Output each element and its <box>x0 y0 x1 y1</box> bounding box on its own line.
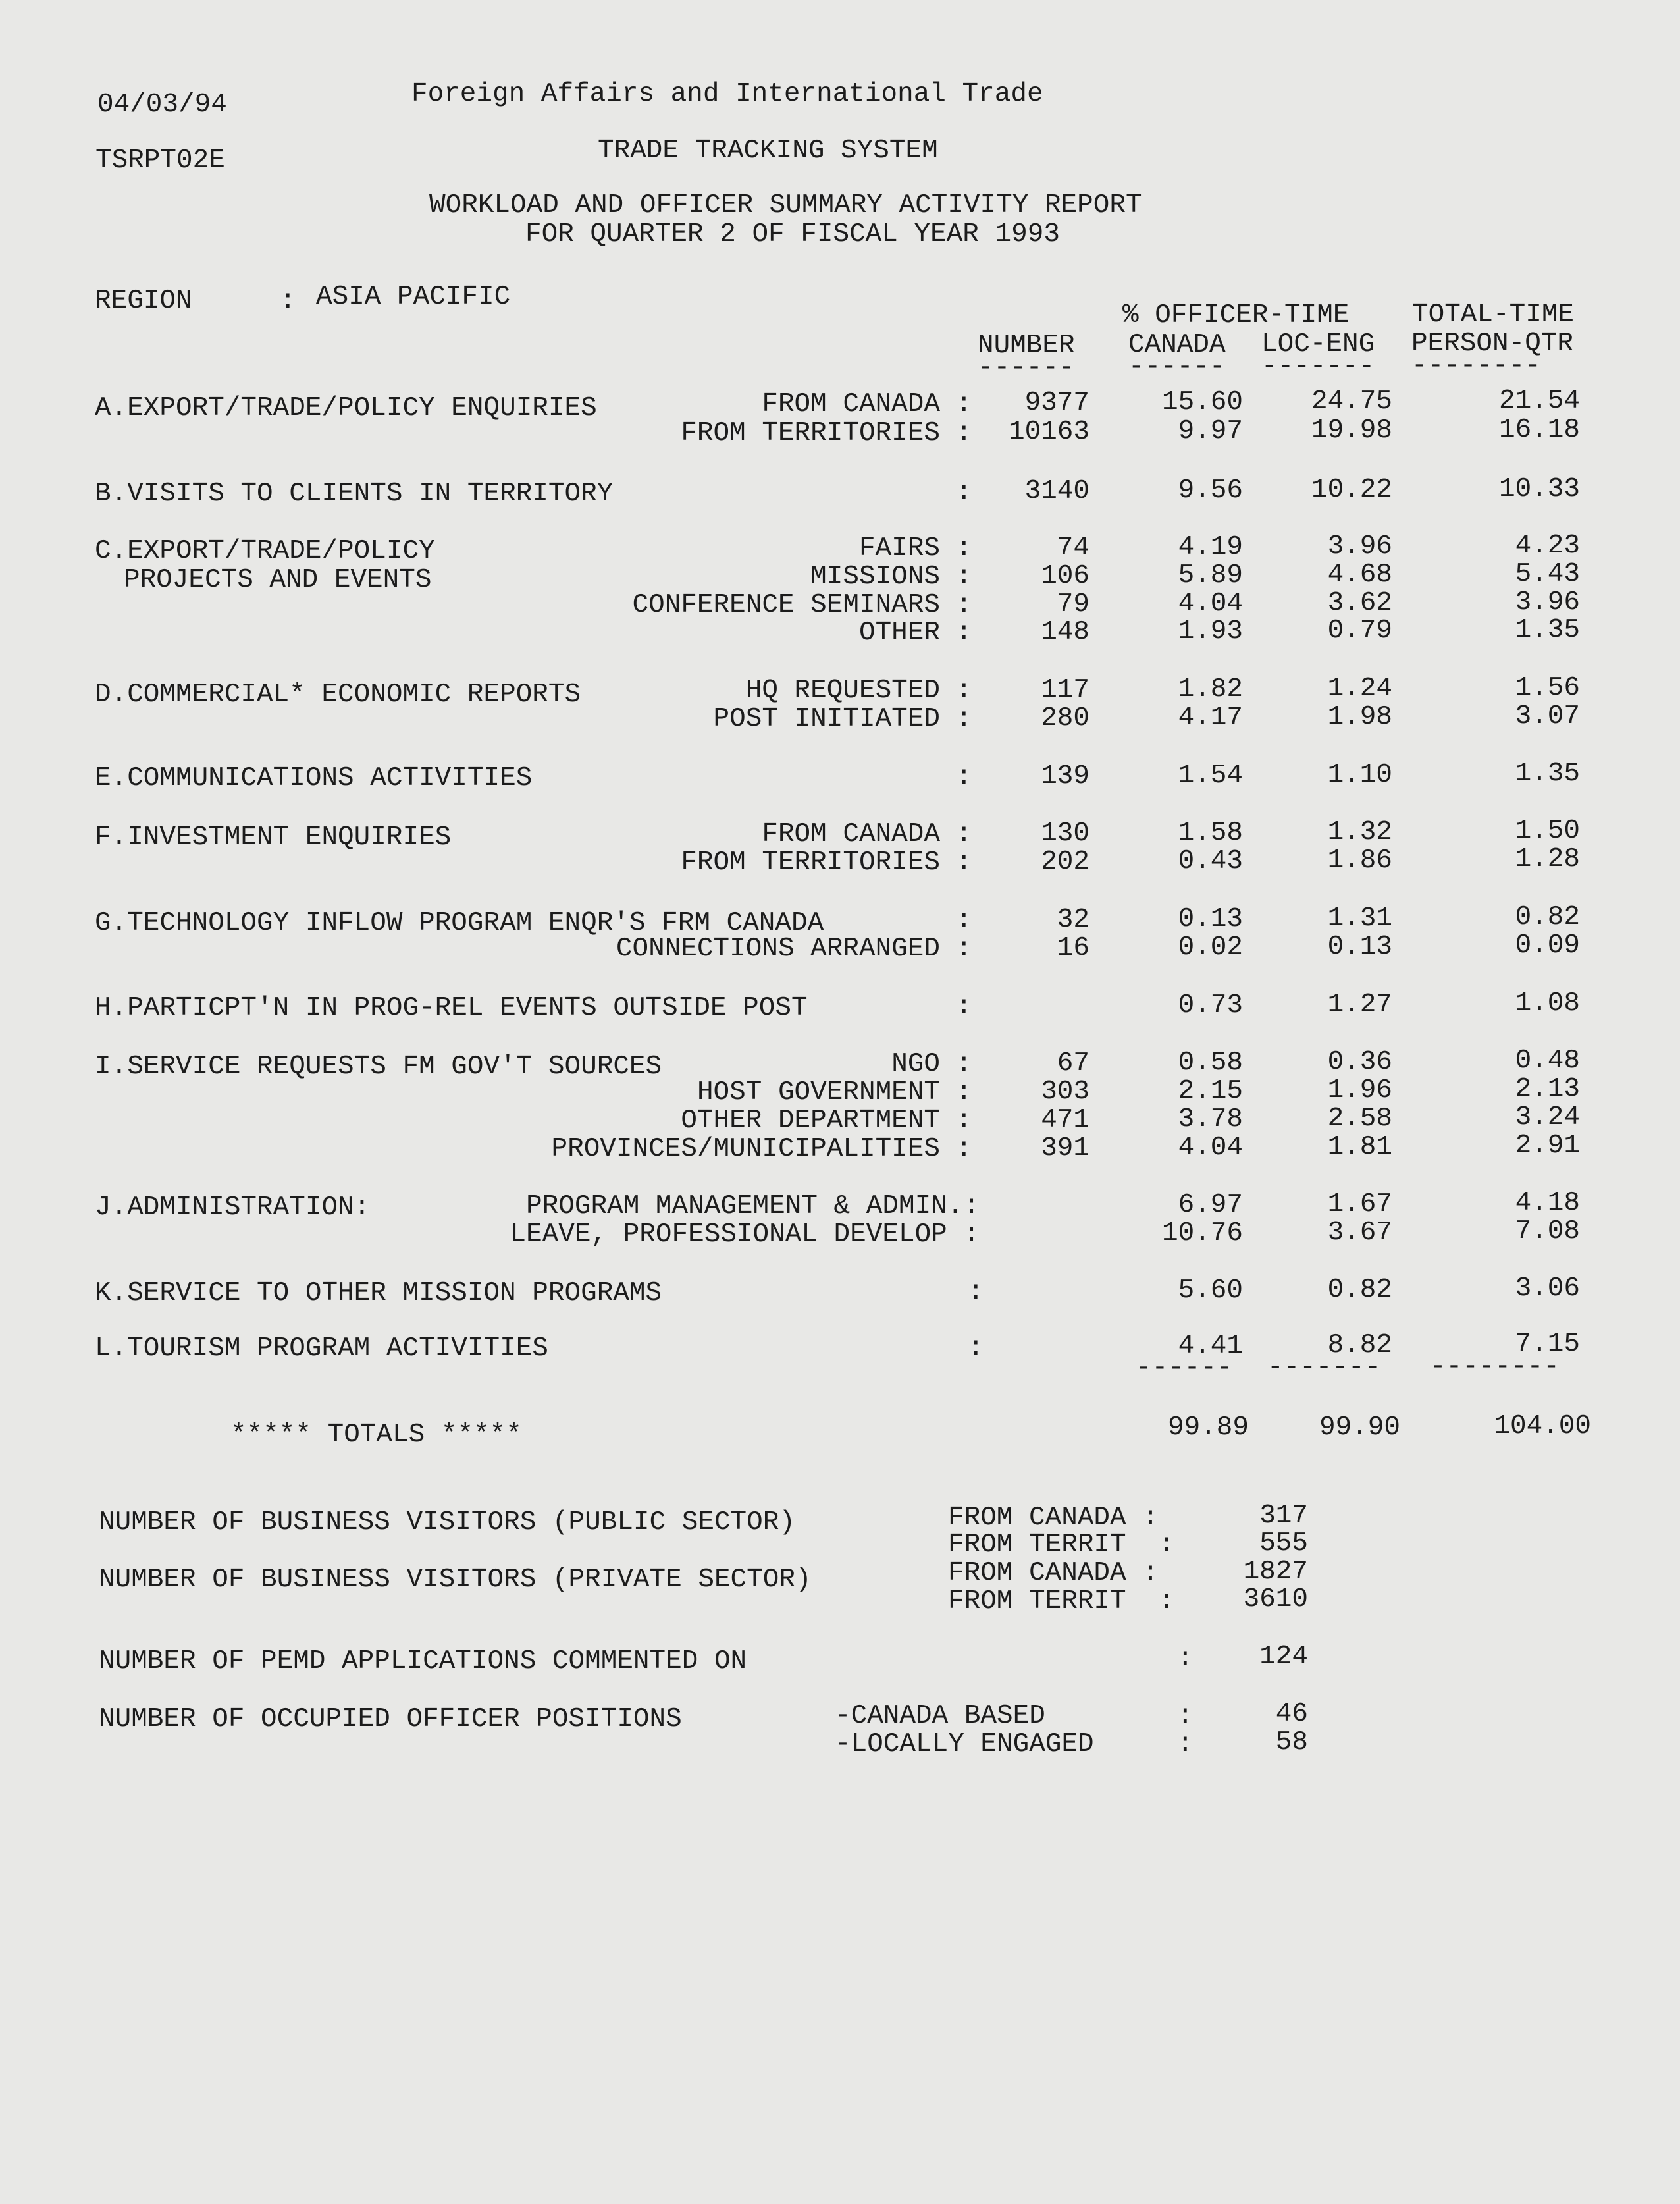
col-canada: CANADA <box>1128 330 1226 360</box>
row-label: H.PARTICPT'N IN PROG-REL EVENTS OUTSIDE POST <box>95 993 808 1023</box>
row-canada: 4.19 <box>1178 532 1243 562</box>
row-canada: 9.97 <box>1178 416 1243 446</box>
row-number: 106 <box>1041 561 1089 591</box>
row-label: J.ADMINISTRATION: <box>95 1193 371 1223</box>
row-sublabel: PROGRAM MANAGEMENT & ADMIN.: <box>526 1191 980 1222</box>
totals-label: ***** TOTALS ***** <box>230 1420 522 1450</box>
row-separator: : <box>956 389 972 419</box>
row-separator: : <box>968 1277 984 1307</box>
row-loc-eng: 1.81 <box>1327 1132 1392 1162</box>
row-sublabel: FROM CANADA <box>762 819 940 849</box>
row-number: 67 <box>1057 1048 1089 1079</box>
row-sublabel: HOST GOVERNMENT <box>696 1077 940 1108</box>
row-separator: : <box>956 992 972 1022</box>
positions-local-label: -LOCALLY ENGAGED <box>835 1729 1094 1760</box>
visitors-private-label: NUMBER OF BUSINESS VISITORS (PRIVATE SECTOR) <box>99 1565 812 1595</box>
row-sublabel: OTHER DEPARTMENT <box>681 1106 940 1136</box>
row-sublabel: NGO <box>891 1049 940 1079</box>
row-loc-eng: 1.96 <box>1327 1075 1392 1106</box>
row-label: C.EXPORT/TRADE/POLICY <box>95 536 435 566</box>
row-canada: 0.13 <box>1178 904 1243 934</box>
row-canada: 4.04 <box>1178 589 1243 619</box>
totals-rule-total: -------- <box>1430 1352 1560 1382</box>
row-label: F.INVESTMENT ENQUIRIES <box>95 822 452 853</box>
row-label: K.SERVICE TO OTHER MISSION PROGRAMS <box>95 1278 662 1308</box>
row-number: 139 <box>1041 761 1089 792</box>
row-canada: 0.43 <box>1178 846 1243 876</box>
totals-loc-eng: 99.90 <box>1319 1412 1400 1443</box>
row-number: 9377 <box>1024 388 1089 418</box>
row-total: 0.48 <box>1515 1046 1580 1076</box>
row-number: 391 <box>1041 1133 1089 1164</box>
row-total: 1.08 <box>1515 988 1580 1019</box>
row-loc-eng: 0.36 <box>1327 1047 1392 1077</box>
row-total: 3.07 <box>1515 701 1580 732</box>
row-loc-eng: 4.68 <box>1327 560 1392 590</box>
row-total: 1.56 <box>1515 673 1580 703</box>
region-value: ASIA PACIFIC <box>316 282 511 312</box>
row-loc-eng: 1.24 <box>1327 674 1392 704</box>
row-sublabel: HQ REQUESTED <box>745 676 940 706</box>
row-separator: : <box>956 847 972 878</box>
col-loc-eng: LOC-ENG <box>1261 329 1375 360</box>
row-canada: 9.56 <box>1178 475 1243 506</box>
row-total: 3.24 <box>1515 1102 1580 1133</box>
row-separator: : <box>956 819 972 849</box>
report-code: TSRPT02E <box>95 146 225 176</box>
row-total: 1.50 <box>1515 816 1580 846</box>
row-separator: : <box>956 1134 972 1164</box>
row-loc-eng: 10.22 <box>1311 475 1392 505</box>
positions-canada-separator: : <box>1177 1701 1194 1731</box>
row-number: 79 <box>1057 589 1089 620</box>
row-loc-eng: 0.13 <box>1327 932 1392 962</box>
region-separator: : <box>280 286 296 316</box>
row-canada: 0.58 <box>1178 1048 1243 1078</box>
row-total: 0.09 <box>1515 930 1580 961</box>
row-total: 1.35 <box>1515 759 1580 789</box>
row-separator: : <box>956 618 972 648</box>
row-sublabel: CONNECTIONS ARRANGED <box>616 934 940 964</box>
row-label: D.COMMERCIAL* ECONOMIC REPORTS <box>95 680 581 710</box>
visitors-private-canada-label: FROM CANADA : <box>948 1558 1159 1588</box>
row-canada: 10.76 <box>1161 1218 1243 1249</box>
row-total: 0.82 <box>1515 902 1580 932</box>
report-subtitle: FOR QUARTER 2 OF FISCAL YEAR 1993 <box>525 219 1060 250</box>
row-label: PROJECTS AND EVENTS <box>124 565 432 595</box>
row-canada: 3.78 <box>1178 1104 1243 1135</box>
visitors-public-territ-value: 555 <box>1259 1528 1308 1559</box>
positions-local-separator: : <box>1177 1729 1194 1760</box>
report-date: 04/03/94 <box>97 90 227 120</box>
row-separator: : <box>956 418 972 448</box>
visitors-private-territ-value: 3610 <box>1243 1584 1308 1615</box>
row-sublabel: FROM TERRITORIES <box>681 418 940 448</box>
region-label: REGION <box>95 286 192 316</box>
row-canada: 0.02 <box>1178 932 1243 963</box>
row-total: 1.35 <box>1515 615 1580 645</box>
totals-rule-canada: ------ <box>1136 1353 1233 1384</box>
row-separator: : <box>956 905 972 936</box>
visitors-public-canada-value: 317 <box>1259 1501 1308 1531</box>
pemd-label: NUMBER OF PEMD APPLICATIONS COMMENTED ON <box>99 1646 747 1677</box>
row-canada: 1.58 <box>1178 818 1243 848</box>
row-loc-eng: 2.58 <box>1327 1104 1392 1134</box>
row-loc-eng: 0.79 <box>1327 616 1392 646</box>
row-separator: : <box>956 1077 972 1108</box>
row-loc-eng: 1.27 <box>1327 990 1392 1020</box>
row-separator: : <box>956 562 972 592</box>
visitors-public-label: NUMBER OF BUSINESS VISITORS (PUBLIC SECTOR) <box>99 1507 795 1538</box>
totals-total: 104.00 <box>1494 1411 1591 1441</box>
row-sublabel: CONFERENCE SEMINARS <box>632 590 940 620</box>
row-canada: 1.82 <box>1178 674 1243 705</box>
col-number: NUMBER <box>978 331 1075 361</box>
row-separator: : <box>956 1049 972 1079</box>
system-name: TRADE TRACKING SYSTEM <box>598 136 938 166</box>
row-canada: 6.97 <box>1178 1190 1243 1220</box>
col-number-rule: ------ <box>978 353 1075 383</box>
col-canada-rule: ------ <box>1128 352 1226 383</box>
row-loc-eng: 0.82 <box>1327 1275 1392 1305</box>
row-canada: 5.89 <box>1178 560 1243 591</box>
row-number: 202 <box>1041 847 1089 877</box>
row-separator: : <box>956 676 972 706</box>
positions-canada-label: -CANADA BASED <box>835 1701 1045 1731</box>
visitors-private-canada-value: 1827 <box>1243 1557 1308 1587</box>
row-loc-eng: 1.31 <box>1327 903 1392 934</box>
row-loc-eng: 8.82 <box>1327 1330 1392 1360</box>
row-separator: : <box>956 762 972 792</box>
row-separator: : <box>956 704 972 734</box>
totals-rule-loc-eng: ------- <box>1267 1353 1381 1383</box>
row-number: 117 <box>1041 675 1089 705</box>
col-loc-eng-rule: ------- <box>1261 352 1375 382</box>
report-title: WORKLOAD AND OFFICER SUMMARY ACTIVITY REPORT <box>429 190 1142 221</box>
row-label: G.TECHNOLOGY INFLOW PROGRAM ENQR'S FRM CANADA <box>95 908 824 938</box>
department-name: Foreign Affairs and International Trade <box>411 79 1043 109</box>
row-separator: : <box>956 477 972 508</box>
row-loc-eng: 1.67 <box>1327 1189 1392 1220</box>
row-loc-eng: 3.67 <box>1327 1218 1392 1248</box>
row-label: B.VISITS TO CLIENTS IN TERRITORY <box>95 479 614 509</box>
row-total: 16.18 <box>1498 415 1580 445</box>
row-number: 280 <box>1041 703 1089 734</box>
row-number: 74 <box>1057 533 1089 563</box>
col-total-time: TOTAL-TIME <box>1412 300 1575 330</box>
row-sublabel: POST INITIATED <box>713 704 940 734</box>
row-total: 2.13 <box>1515 1074 1580 1104</box>
row-total: 10.33 <box>1498 474 1580 504</box>
row-loc-eng: 19.98 <box>1311 416 1392 446</box>
row-canada: 4.17 <box>1178 703 1243 733</box>
row-number: 32 <box>1057 905 1089 935</box>
col-person-qtr-rule: -------- <box>1411 351 1541 381</box>
row-number: 148 <box>1041 617 1089 647</box>
visitors-public-canada-label: FROM CANADA : <box>948 1503 1159 1533</box>
row-sublabel: LEAVE, PROFESSIONAL DEVELOP : <box>510 1220 980 1250</box>
row-canada: 5.60 <box>1178 1276 1243 1306</box>
row-total: 3.96 <box>1515 587 1580 618</box>
row-separator: : <box>956 1106 972 1136</box>
row-total: 7.08 <box>1515 1216 1580 1247</box>
row-canada: 1.93 <box>1178 616 1243 647</box>
pemd-value: 124 <box>1259 1642 1308 1672</box>
row-canada: 4.41 <box>1178 1331 1243 1361</box>
row-loc-eng: 3.96 <box>1327 531 1392 562</box>
row-number: 303 <box>1041 1077 1089 1107</box>
row-total: 5.43 <box>1515 559 1580 589</box>
col-officer-time: % OFFICER-TIME <box>1122 300 1350 331</box>
row-total: 7.15 <box>1515 1329 1580 1359</box>
positions-canada-value: 46 <box>1275 1699 1308 1729</box>
row-canada: 2.15 <box>1178 1076 1243 1106</box>
totals-canada: 99.89 <box>1167 1412 1249 1443</box>
row-loc-eng: 1.86 <box>1327 846 1392 876</box>
row-loc-eng: 1.10 <box>1327 760 1392 790</box>
row-sublabel: FROM CANADA <box>762 389 940 419</box>
visitors-private-territ-label: FROM TERRIT : <box>948 1586 1175 1617</box>
row-loc-eng: 1.98 <box>1327 702 1392 732</box>
row-number: 16 <box>1057 933 1089 963</box>
row-canada: 4.04 <box>1178 1133 1243 1163</box>
row-canada: 15.60 <box>1161 387 1243 417</box>
visitors-public-territ-label: FROM TERRIT : <box>948 1530 1175 1560</box>
row-sublabel: FROM TERRITORIES <box>681 847 940 878</box>
row-number: 471 <box>1041 1105 1089 1135</box>
row-total: 3.06 <box>1515 1274 1580 1304</box>
positions-local-value: 58 <box>1275 1727 1308 1758</box>
row-loc-eng: 1.32 <box>1327 817 1392 847</box>
positions-label: NUMBER OF OCCUPIED OFFICER POSITIONS <box>99 1704 682 1734</box>
row-sublabel: OTHER <box>858 618 940 648</box>
row-canada: 0.73 <box>1178 990 1243 1021</box>
row-separator: : <box>968 1333 984 1363</box>
row-label: I.SERVICE REQUESTS FM GOV'T SOURCES <box>95 1052 662 1082</box>
row-number: 130 <box>1041 819 1089 849</box>
row-total: 4.18 <box>1515 1188 1580 1218</box>
row-separator: : <box>956 590 972 620</box>
row-label: E.COMMUNICATIONS ACTIVITIES <box>95 763 533 793</box>
row-number: 3140 <box>1024 476 1089 506</box>
row-sublabel: MISSIONS <box>810 562 940 592</box>
col-person-qtr: PERSON-QTR <box>1411 329 1574 359</box>
row-total: 1.28 <box>1515 844 1580 874</box>
pemd-separator: : <box>1177 1644 1194 1674</box>
row-canada: 1.54 <box>1178 761 1243 791</box>
row-total: 4.23 <box>1515 531 1580 561</box>
row-separator: : <box>956 934 972 964</box>
row-sublabel: PROVINCES/MUNICIPALITIES <box>551 1134 940 1164</box>
row-total: 21.54 <box>1498 386 1580 416</box>
row-label: L.TOURISM PROGRAM ACTIVITIES <box>95 1333 548 1364</box>
row-separator: : <box>956 533 972 564</box>
row-loc-eng: 3.62 <box>1327 588 1392 618</box>
row-loc-eng: 24.75 <box>1311 387 1392 417</box>
row-number: 10163 <box>1008 417 1089 447</box>
row-total: 2.91 <box>1515 1131 1580 1161</box>
row-label: A.EXPORT/TRADE/POLICY ENQUIRIES <box>95 393 597 423</box>
row-sublabel: FAIRS <box>858 533 940 564</box>
